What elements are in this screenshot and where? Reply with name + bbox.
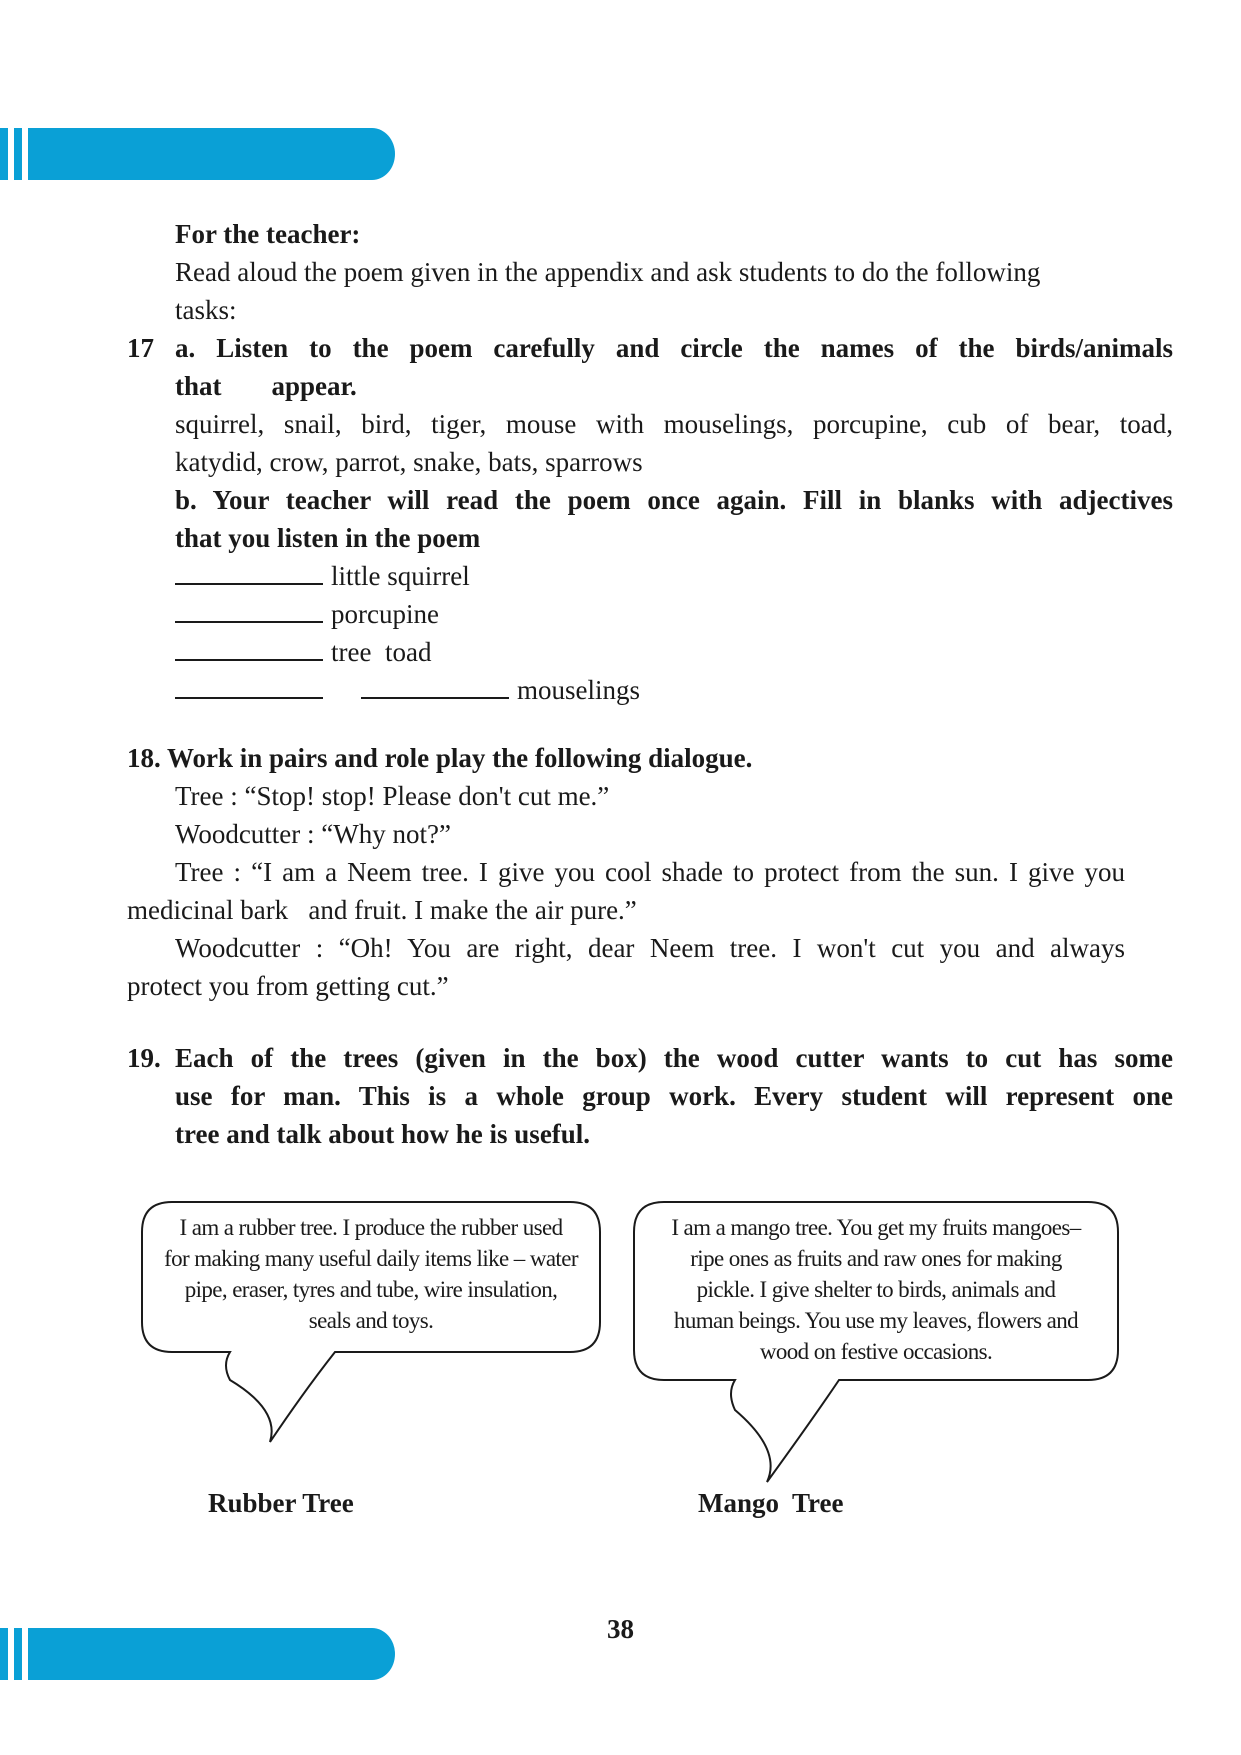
bubble-text-line: seals and toys.	[308, 1308, 434, 1333]
q17b-instruction: b. Your teacher will read the poem once again. Fill in blanks with adjectives	[175, 485, 1173, 515]
page-number: 38	[607, 1614, 634, 1644]
rubber-tree-caption: Rubber Tree	[208, 1488, 354, 1518]
blank-line[interactable]	[175, 595, 323, 623]
teacher-note-line: tasks:	[175, 295, 237, 325]
blank-line[interactable]	[175, 671, 323, 699]
q19-instruction: tree and talk about how he is useful.	[175, 1119, 591, 1149]
mango-tree-caption: Mango Tree	[698, 1488, 844, 1518]
fill-blank-row: little squirrel	[175, 557, 1173, 595]
question-19	[127, 1039, 1173, 1153]
bubble-text-line: wood on festive occasions.	[759, 1339, 993, 1364]
bubble-text-line: I am a rubber tree. I produce the rubber used	[179, 1215, 563, 1240]
dialogue-line: protect you from getting cut.”	[127, 971, 449, 1001]
blank-line[interactable]	[361, 671, 509, 699]
q17b-instruction-cont: that you listen in the poem	[175, 523, 481, 553]
blank-line[interactable]	[175, 633, 323, 661]
question-18	[127, 739, 1125, 1005]
q17a-instruction-cont: that appear.	[175, 371, 357, 401]
animal-list: squirrel, snail, bird, tiger, mouse with mouselings, porcupine, cub of bear, toad,	[175, 409, 1173, 439]
q19-instruction: use for man. This is a whole group work. Every student will represent one	[175, 1081, 1173, 1111]
bubble-text-line: for making many useful daily items like – water	[164, 1246, 578, 1271]
q17a-instruction: a. Listen to the poem carefully and circle the names of the birds/animals	[175, 333, 1173, 363]
dialogue-line: Woodcutter : “Oh! You are right, dear Neem tree. I won't cut you and always	[175, 933, 1125, 963]
header-band	[0, 128, 395, 180]
rubber-tree-speech-bubble	[140, 1200, 602, 1450]
q18-heading: 18. Work in pairs and role play the following dialogue.	[127, 743, 753, 773]
dialogue-line: Woodcutter : “Why not?”	[175, 819, 451, 849]
blank-line[interactable]	[175, 557, 323, 585]
bubble-text-line: pickle. I give shelter to birds, animals and	[696, 1277, 1056, 1302]
mango-tree-speech-bubble	[632, 1200, 1120, 1485]
question-number: 19.	[127, 1043, 161, 1073]
dialogue-line: medicinal bark and fruit. I make the air pure.”	[127, 895, 637, 925]
animal-list: katydid, crow, parrot, snake, bats, sparrows	[175, 447, 643, 477]
bubble-text-line: ripe ones as fruits and raw ones for making	[690, 1246, 1062, 1271]
teacher-note-heading: For the teacher:	[175, 219, 361, 249]
teacher-note-line: Read aloud the poem given in the appendix and ask students to do the following	[175, 257, 1041, 287]
dialogue-line: Tree : “I am a Neem tree. I give you cool shade to protect from the sun. I give you	[175, 857, 1125, 887]
question-number: 17	[127, 333, 154, 363]
question-17	[127, 329, 1173, 709]
fill-blank-row: mouselings	[175, 671, 1173, 709]
bubble-text-line: I am a mango tree. You get my fruits mangoes–	[671, 1215, 1081, 1240]
fill-blank-row: porcupine	[175, 595, 1173, 633]
bubble-text-line: pipe, eraser, tyres and tube, wire insulation,	[184, 1277, 558, 1302]
fill-blank-row: tree toad	[175, 633, 1173, 671]
bubble-text-line: human beings. You use my leaves, flowers and	[673, 1308, 1079, 1333]
dialogue-line: Tree : “Stop! stop! Please don't cut me.”	[175, 781, 610, 811]
q19-instruction: Each of the trees (given in the box) the wood cutter wants to cut has some	[175, 1043, 1173, 1073]
teacher-note	[127, 215, 1173, 329]
